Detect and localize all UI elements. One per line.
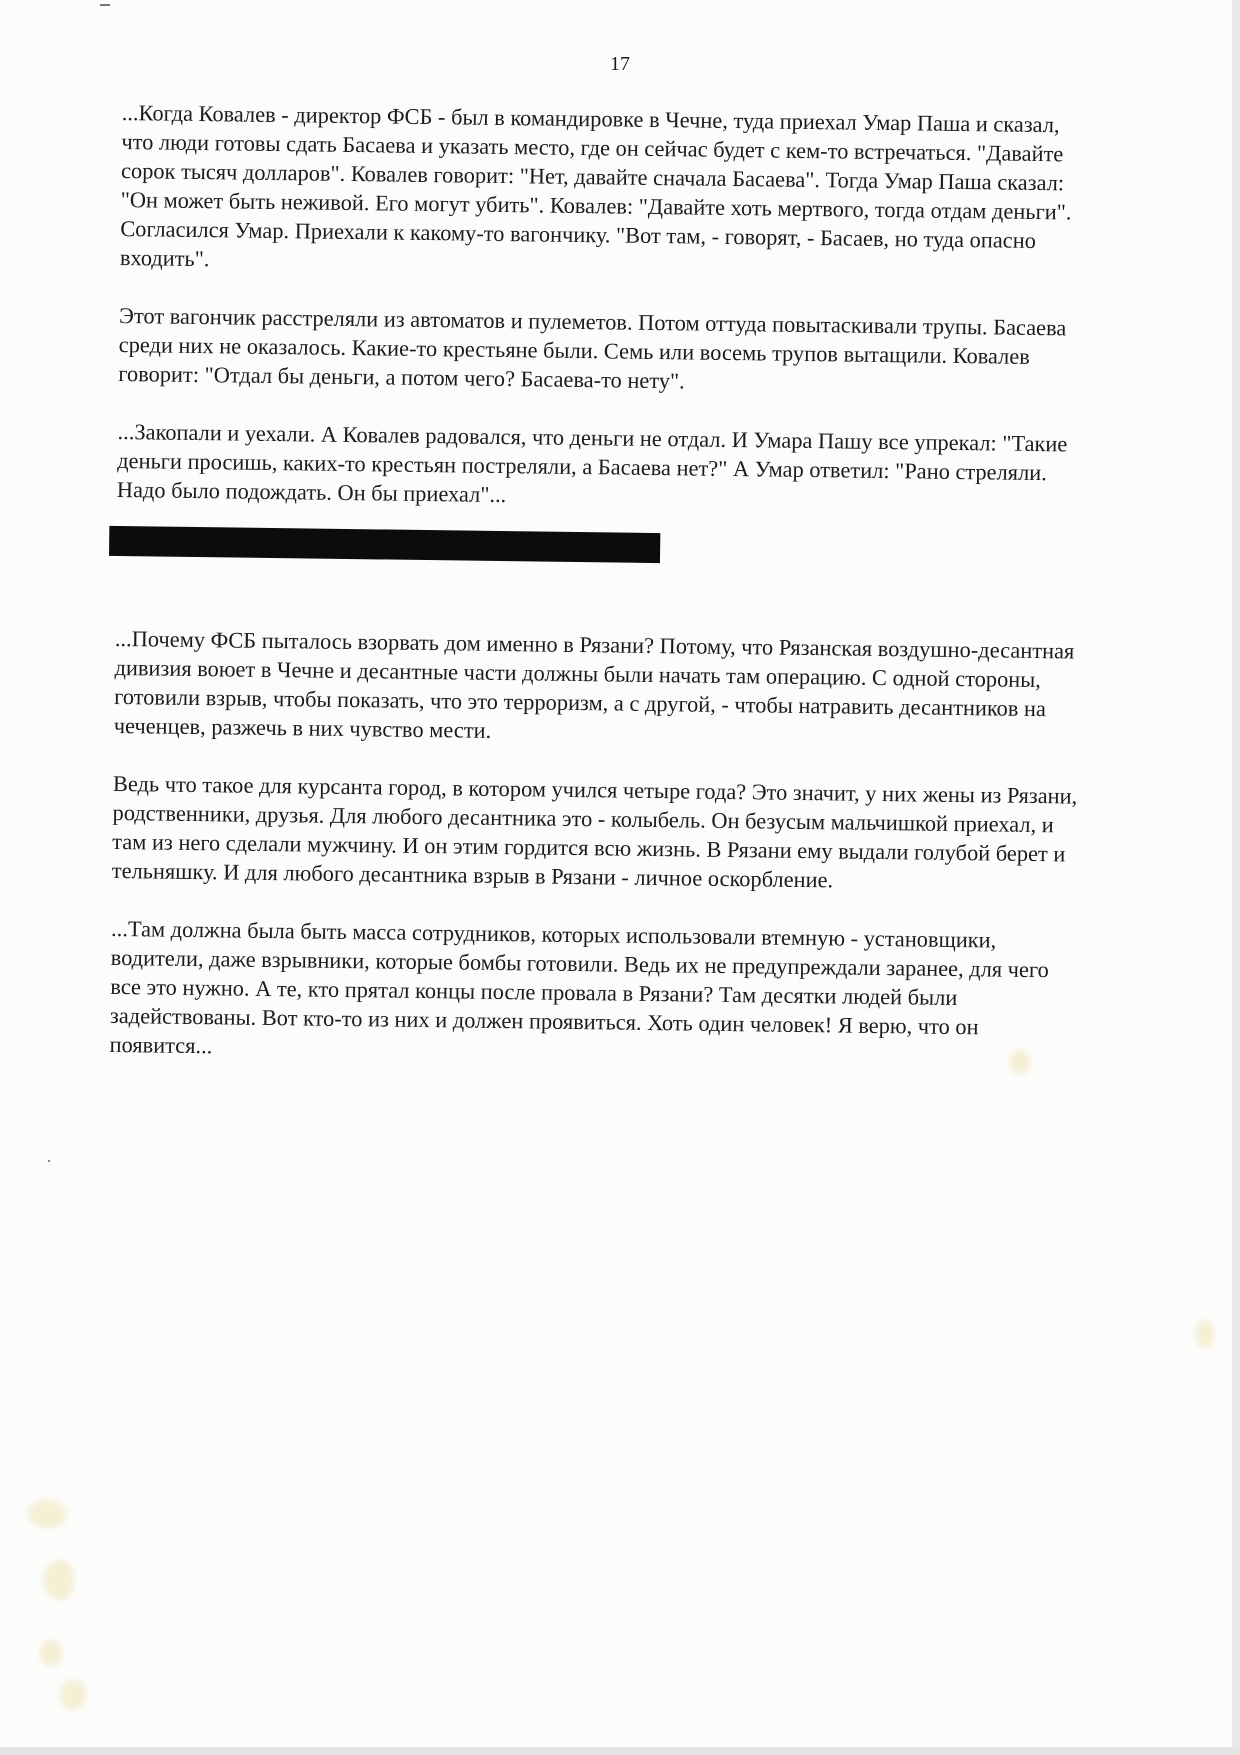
paragraph: Этот вагончик расстреляли из автоматов и пулеметов. Потом оттуда повытаскивали трупы. Басаева среди них не оказалось. Какие-то крестьяне были. Семь или восемь трупов вытащили. Ковалев говорит: "Отдал бы деньги, а потом чего? Басаева-то нету".: [118, 302, 1067, 394]
paper-stain: [40, 1640, 62, 1666]
redaction-bar: [109, 526, 660, 563]
paragraph: Ведь что такое для курсанта город, в котором учился четыре года? Это значит, у них жены из Рязани, родственники, друзья. Для любого десантника это - колыбель. Он безусым мальчишкой приехал, и там из него сделали мужчину. И он этим гордится всю жизнь. В Рязани ему выдали голубой берет и тельняшку. И для любого десантника взрыв в Рязани - личное оскорбление.: [111, 770, 1078, 893]
paper-stain: [1196, 1320, 1214, 1348]
scan-edge-bottom: [0, 1747, 1240, 1755]
document-body: [109, 98, 1091, 1072]
scan-speck: [48, 1160, 50, 1162]
scan-edge-right: [1232, 0, 1240, 1755]
paper-stain: [60, 1680, 86, 1710]
page-number: 17: [610, 53, 630, 75]
paper-stain: [44, 1560, 74, 1600]
paragraph: ...Почему ФСБ пыталось взорвать дом именно в Рязани? Потому, что Рязанская воздушно-десантная дивизия воюет в Чечне и десантные части должны были начать там операцию. С одной стороны, готовили взрыв, чтобы показать, что это терроризм, а с другой, - чтобы натравить десантников на чеченцев, разжечь в них чувство мести.: [113, 625, 1075, 743]
scan-mark: [100, 4, 110, 6]
paper-stain: [28, 1500, 66, 1528]
paragraph: ...Там должна была быть масса сотрудников, которых использовали втемную - установщики, водители, даже взрывники, которые бомбы готовили. Ведь их не предупреждали заранее, для чего все это нужно. А те, кто прятал концы после провала в Рязани? Там десятки людей были задействованы. Вот кто-то из них и должен проявиться. Хоть один человек! Я верю, что он появится...: [109, 915, 1049, 1059]
paragraph: ...Закопали и уехали. А Ковалев радовался, что деньги не отдал. И Умара Пашу все упрекал: "Такие деньги просишь, каких-то крестьян постреляли, а Басаева нет?" А Умар ответил: "Рано стреляли. Надо было подождать. Он бы приехал"...: [116, 418, 1068, 508]
paragraph: ...Когда Ковалев - директор ФСБ - был в командировке в Чечне, туда приехал Умар Паша и сказал, что люди готовы сдать Басаева и указать место, где он сейчас будет с кем-то встречаться. "Давайте сорок тысяч долларов". Ковалев говорит: "Нет, давайте сначала Басаева". Тогда Умар Паша сказал: "Он может быть неживой. Его могут убить". Ковалев: "Давайте хоть мертвого, тогда отдам деньги". Согласился Умар. Приехали к какому-то вагончику. "Вот там, - говорят, - Басаев, но туда опасно входить".: [119, 99, 1072, 272]
